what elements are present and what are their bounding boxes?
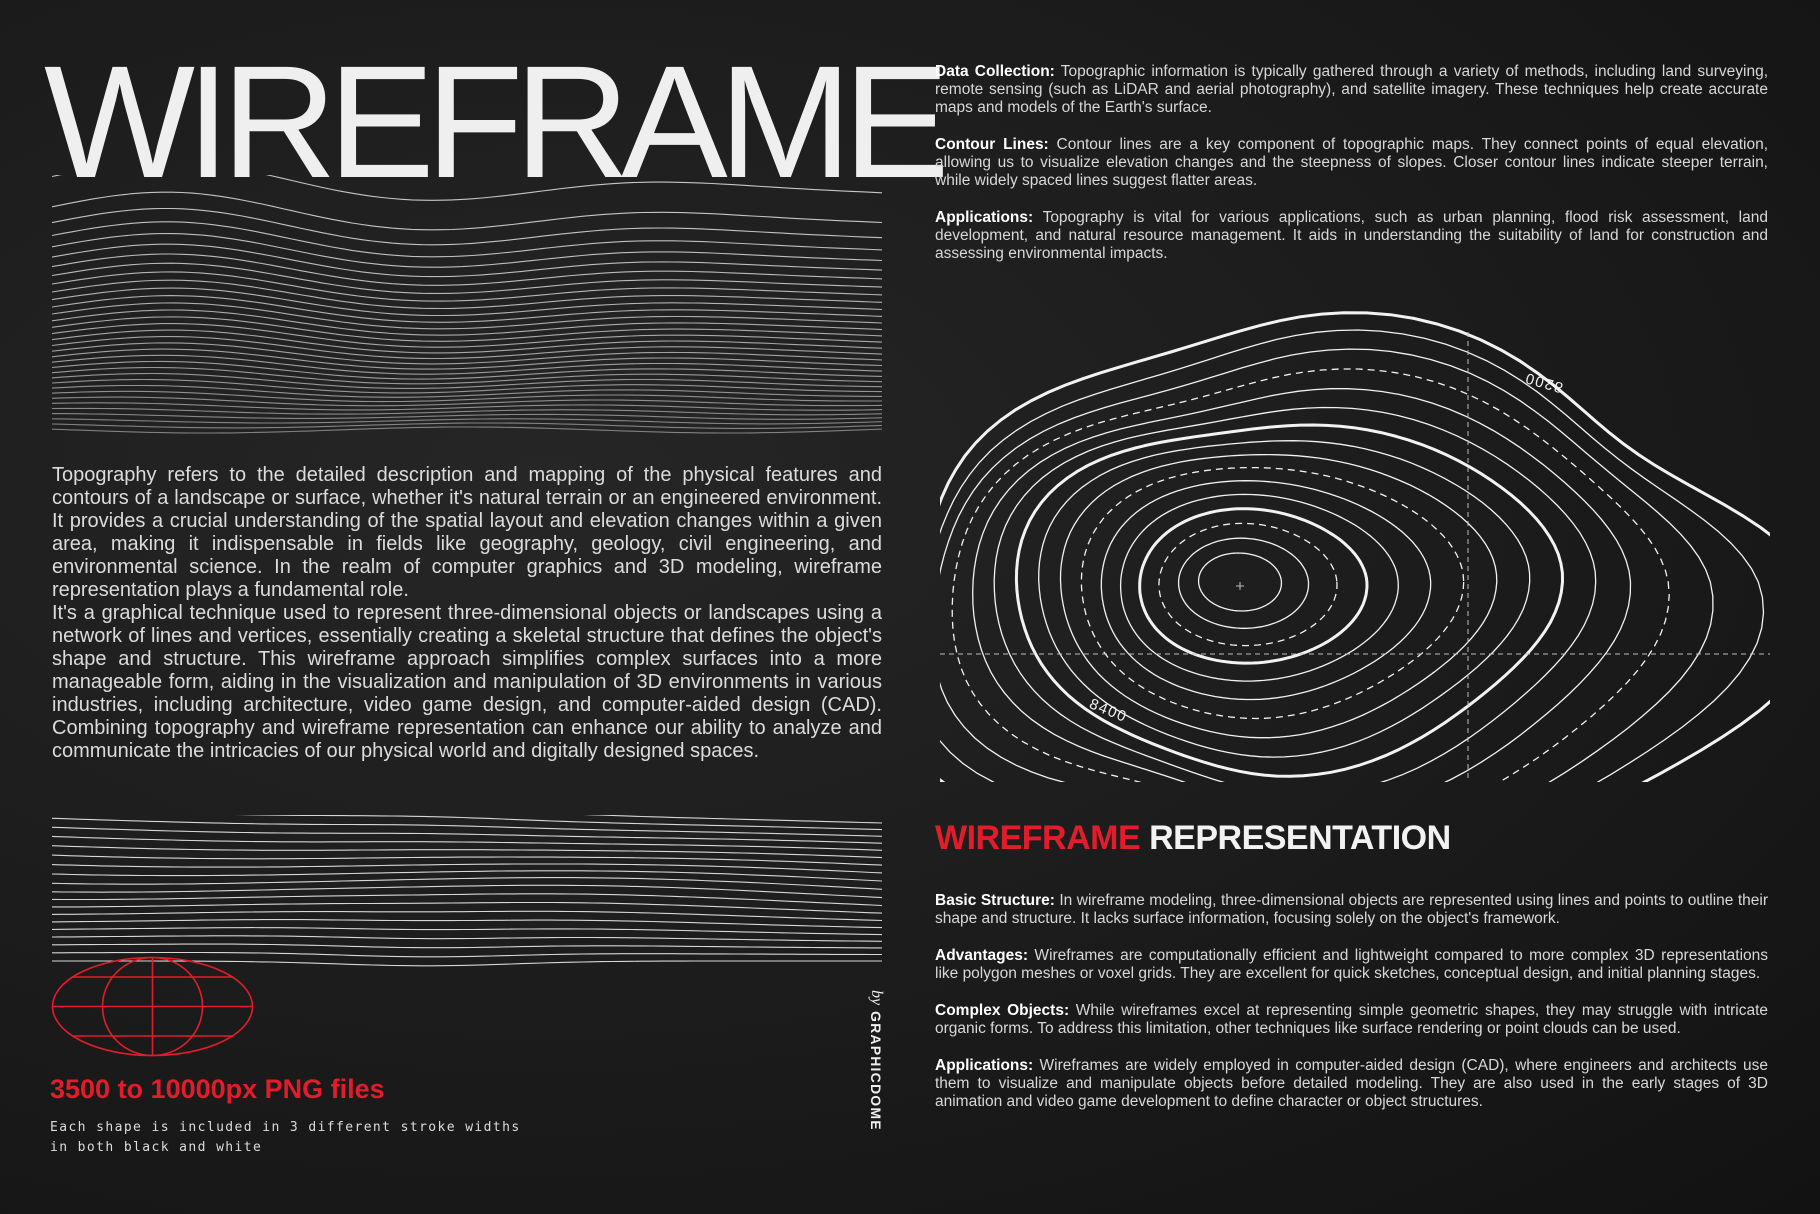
representation-heading — [935, 819, 1451, 858]
contour-line — [1121, 494, 1399, 681]
fact-complex-objects — [935, 1002, 1768, 1038]
fact-text: Topography is vital for various applications, such as urban planning, flood risk assessment, land development, and natural resource management. It aids in understanding the suitability of land for construction and assessing environmental impacts. — [935, 209, 1768, 262]
fact-basic-structure — [935, 892, 1768, 928]
representation-facts — [935, 892, 1768, 1130]
terrain-line — [52, 263, 882, 293]
map-label-bottom: 8400 — [1086, 695, 1130, 726]
fact-text: Contour lines are a key component of topographic maps. They connect points of equal elevation, allowing us to visualize elevation changes and the steepness of slopes. Closer contour lines indicate steeper terrain, while widely spaced lines suggest flatter areas. — [935, 136, 1769, 189]
files-note-line-2: in both black and white — [50, 1140, 263, 1155]
terrain-line — [52, 836, 882, 850]
map-center-mark — [1236, 582, 1244, 590]
fact-label: Basic Structure: — [935, 892, 1055, 909]
terrain-line — [52, 920, 882, 928]
intro-paragraph-1: Topography refers to the detailed description and mapping of the physical features and contours of a landscape or surface, whether it's natural terrain or an engineered environment. It provides a crucial understanding of the spatial layout and elevation changes within a given area, making it indispensable in fields like geography, geology, civil engineering, and environmental science. In the realm of computer graphics and 3D modeling, wireframe representation plays a fundamental role. — [52, 464, 882, 601]
fact-contour-lines — [935, 136, 1768, 190]
contour-line — [1159, 523, 1337, 645]
terrain-line — [52, 209, 882, 245]
fact-text: Wireframes are widely employed in computer-aided design (CAD), where engineers and architects use them to visualize and manipulate objects before detailed modeling. They are also used in the early stages of 3D animation and video game development to define character or object structures. — [935, 1057, 1768, 1110]
terrain-line — [52, 368, 882, 384]
intro-paragraph-2: It's a graphical technique used to represent three-dimensional objects or landscapes using a network of lines and vertices, essentially creating a skeletal structure that defines the object's shape and structure. This wireframe approach simplifies complex surfaces into a more manageable form, aiding in the visualization and manipulation of 3D environments in various industries, including architecture, video game design, and computer-aided design (CAD). Combining topography and wireframe representation can enhance our ability to analyze and communicate the intricacies of our physical world and digitally designed spaces. — [52, 602, 882, 762]
terrain-line — [52, 317, 882, 341]
terrain-line — [52, 192, 882, 230]
fact-text: In wireframe modeling, three-dimensional objects are represented using lines and points to outline their shape and structure. It lacks surface information, focusing solely on the object's framework. — [935, 892, 1768, 927]
fact-label: Advantages: — [935, 947, 1029, 964]
terrain-line — [52, 871, 882, 881]
terrain-line — [52, 361, 882, 379]
fact-text: Topographic information is typically gathered through a variety of methods, including land surveying, remote sensing (such as LiDAR and aerial photography), and satellite imagery. These techniques help create accurate maps and models of the Earth's surface. — [935, 63, 1768, 116]
contour-line — [973, 389, 1631, 784]
terrain-line — [52, 310, 882, 335]
heading-accent: WIREFRAME — [935, 819, 1141, 857]
fact-applications — [935, 1057, 1768, 1111]
credit — [864, 990, 888, 1150]
topography-facts — [935, 63, 1768, 282]
intro-text — [52, 464, 882, 763]
terrain-line — [52, 846, 882, 858]
poster-title: WIREFRAME — [44, 32, 941, 211]
terrain-line — [52, 222, 882, 257]
contour-line — [1016, 425, 1562, 776]
terrain-line — [52, 855, 882, 865]
fact-text: Wireframes are computationally efficient and lightweight compared to more complex 3D representations like polygon meshes or voxel grids. They are excellent for quick sketches, conceptual design, and initial planning stages. — [935, 947, 1768, 982]
contour-line — [1140, 509, 1367, 663]
terrain-line — [52, 878, 882, 890]
terrain-line — [52, 818, 882, 836]
wireframe-terrain-bottom — [52, 815, 882, 970]
fact-applications — [935, 209, 1768, 263]
terrain-line — [52, 175, 882, 200]
fact-label: Applications: — [935, 1057, 1034, 1074]
fact-advantages — [935, 947, 1768, 983]
terrain-line — [52, 324, 882, 348]
credit-by: by — [868, 990, 885, 1006]
fact-label: Applications: — [935, 209, 1034, 226]
contour-line — [994, 408, 1595, 785]
terrain-line — [52, 894, 882, 906]
globe-icon — [50, 955, 255, 1058]
contour-map — [940, 302, 1770, 784]
files-note — [50, 1118, 521, 1158]
contour-line — [1101, 481, 1430, 700]
wireframe-terrain-top — [52, 175, 882, 435]
fact-label: Contour Lines: — [935, 136, 1049, 153]
terrain-line — [52, 936, 882, 942]
terrain-line — [52, 944, 882, 948]
terrain-line — [52, 885, 882, 897]
fact-data-collection — [935, 63, 1768, 117]
fact-text: While wireframes excel at representing simple geometric shapes, they may struggle with intricate organic forms. To address this limitation, other techniques like surface rendering or point clouds can be used. — [935, 1002, 1769, 1037]
fact-label: Complex Objects: — [935, 1002, 1070, 1019]
files-note-line-1: Each shape is included in 3 different stroke widths — [50, 1120, 521, 1135]
files-title: 3500 to 10000px PNG files — [50, 1074, 385, 1104]
terrain-line — [52, 827, 882, 843]
terrain-line — [52, 928, 882, 935]
map-label-top: 8200 — [1522, 368, 1566, 396]
terrain-line — [52, 234, 882, 268]
terrain-line — [52, 911, 882, 920]
heading-rest: REPRESENTATION — [1140, 819, 1451, 857]
credit-brand: GRAPHICDOME — [868, 1011, 884, 1131]
terrain-line — [52, 391, 882, 401]
fact-label: Data Collection: — [935, 63, 1055, 80]
contour-line — [940, 349, 1713, 784]
